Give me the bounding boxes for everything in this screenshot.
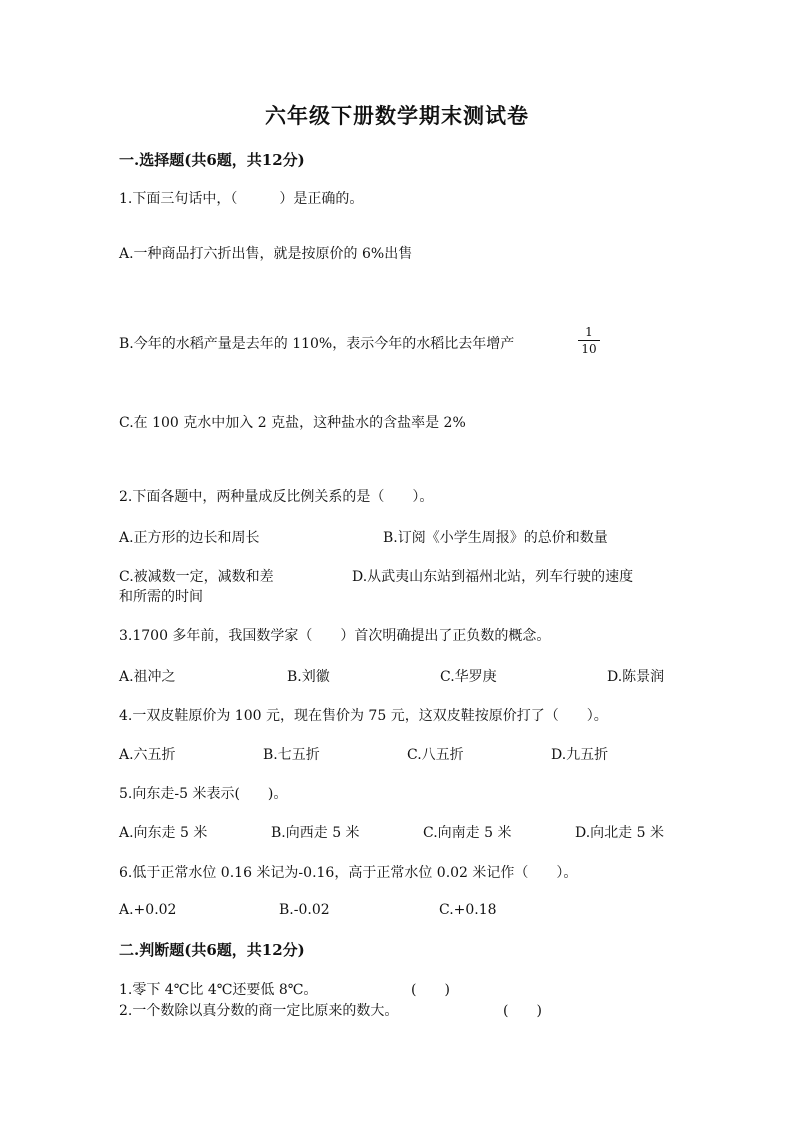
question-5-option-c: C.向南走 5 米 (423, 825, 512, 841)
question-3-option-d: D.陈景润 (607, 669, 665, 685)
question-6-option-c: C.+0.18 (439, 902, 497, 918)
question-6-stem: 6.低于正常水位 0.16 米记为-0.16，高于正常水位 0.02 米记作（ ）。 (119, 865, 578, 881)
question-1-fraction (578, 325, 600, 356)
question-5-option-d: D.向北走 5 米 (575, 825, 664, 841)
question-3-option-c: C.华罗庚 (440, 669, 497, 685)
question-6-option-a: A.+0.02 (119, 902, 177, 918)
question-2-option-c: C.被减数一定，减数和差 (119, 569, 274, 585)
question-4-option-c: C.八五折 (407, 747, 464, 763)
fraction-numerator: 1 (578, 325, 600, 341)
question-2-stem: 2.下面各题中，两种量成反比例关系的是（ ）。 (119, 489, 434, 505)
question-1-stem: 1.下面三句话中，（ ）是正确的。 (119, 191, 364, 207)
question-1-option-c: C.在 100 克水中加入 2 克盐，这种盐水的含盐率是 2% (119, 415, 466, 431)
question-1-option-b: B.今年的水稻产量是去年的 110%，表示今年的水稻比去年增产 (119, 336, 515, 352)
question-5-option-a: A.向东走 5 米 (119, 825, 208, 841)
question-3-stem: 3.1700 多年前，我国数学家（ ）首次明确提出了正负数的概念。 (119, 628, 551, 644)
section-2-heading: 二.判断题(共6题，共12分) (119, 941, 305, 959)
judgement-1-stem: 1.零下 4℃比 4℃还要低 8℃。 (119, 982, 318, 998)
question-3-option-a: A.祖冲之 (119, 669, 176, 685)
question-4-stem: 4.一双皮鞋原价为 100 元，现在售价为 75 元，这双皮鞋按原价打了（ ）。 (119, 708, 608, 724)
judgement-2-stem: 2.一个数除以真分数的商一定比原来的数大。 (119, 1003, 399, 1019)
section-1-heading: 一.选择题(共6题，共12分) (119, 151, 305, 169)
question-4-option-b: B.七五折 (263, 747, 320, 763)
question-3-option-b: B.刘徽 (287, 669, 330, 685)
question-2-option-d: D.从武夷山东站到福州北站，列车行驶的速度 (352, 569, 634, 585)
question-2-option-b: B.订阅《小学生周报》的总价和数量 (383, 530, 608, 546)
question-1-option-a: A.一种商品打六折出售，就是按原价的 6%出售 (119, 246, 413, 262)
fraction-denominator: 10 (581, 342, 597, 356)
question-4-option-a: A.六五折 (119, 747, 176, 763)
question-2-option-a: A.正方形的边长和周长 (119, 530, 260, 546)
judgement-1-answer-blank: ( ) (411, 982, 450, 998)
question-5-option-b: B.向西走 5 米 (271, 825, 360, 841)
question-4-option-d: D.九五折 (551, 747, 609, 763)
question-6-option-b: B.-0.02 (279, 902, 330, 918)
question-2-option-d-continued: 和所需的时间 (119, 589, 203, 605)
judgement-2-answer-blank: ( ) (503, 1003, 542, 1019)
question-5-stem: 5.向东走-5 米表示( )。 (119, 786, 288, 802)
page-title: 六年级下册数学期末测试卷 (265, 103, 529, 128)
